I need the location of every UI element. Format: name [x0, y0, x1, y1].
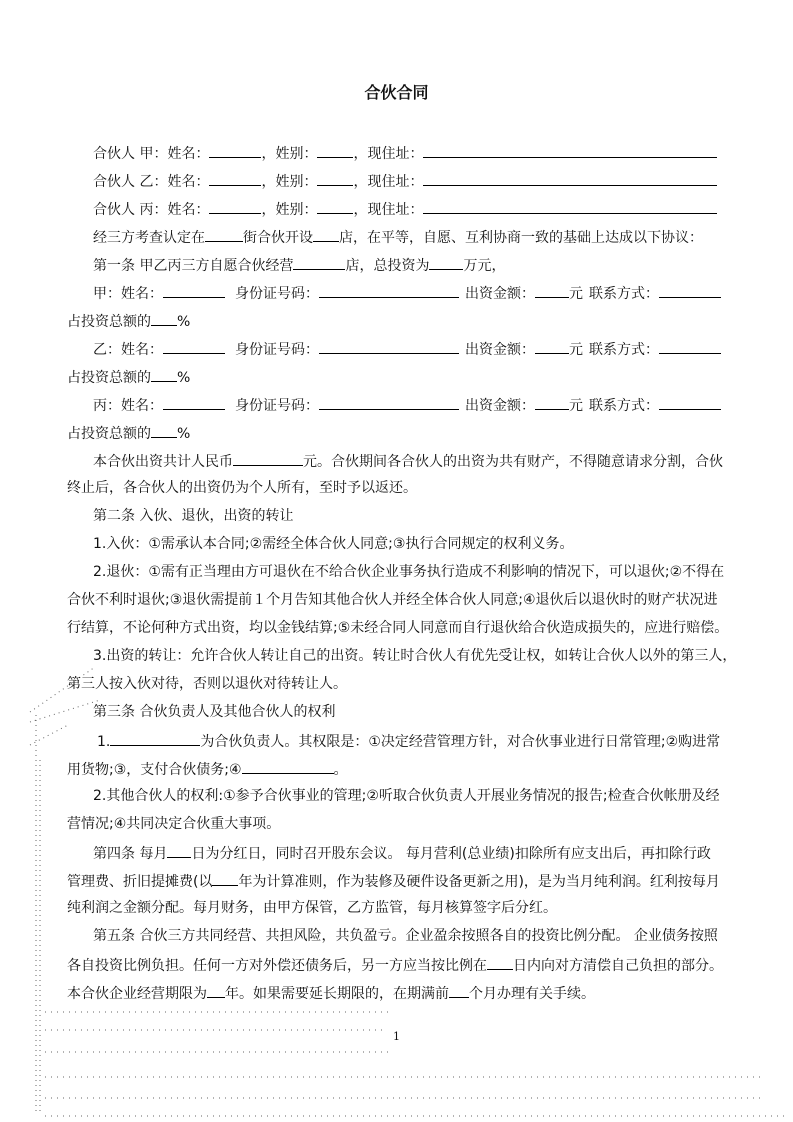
- text: 年为计算准则，作为装修及硬件设备更新之用)，是为当月纯利润。红利按每月: [238, 874, 720, 890]
- article-4: [93, 843, 711, 861]
- blank-line: [207, 983, 225, 998]
- blank-line: [449, 983, 469, 998]
- article-2-heading: 第二条 入伙、退伙，出资的转让: [93, 508, 294, 524]
- text: 。: [333, 762, 348, 778]
- partner-label: 合伙人 丙：姓名：: [93, 202, 210, 218]
- article-5-cont: [67, 983, 595, 1001]
- text: 各自投资比例负担。任何一方对外偿还债务后，另一方应当按比例在: [67, 958, 487, 974]
- text: 占投资总额的: [67, 314, 151, 330]
- page-number: 1: [393, 1030, 400, 1043]
- blank-line: [319, 395, 459, 410]
- blank-line: [423, 143, 717, 158]
- article-2-p1: 1.入伙：①需承认本合同;②需经全体合伙人同意;③执行合同规定的权利义务。: [93, 536, 574, 552]
- blank-line: [163, 283, 225, 298]
- article-3-p1-cont: [67, 759, 348, 777]
- text: 身份证号码：: [235, 398, 319, 414]
- blank-line: [423, 171, 717, 186]
- partner-row: [93, 143, 717, 161]
- text: 元: [569, 398, 583, 414]
- blank-line: [659, 339, 721, 354]
- article-4-cont: [67, 871, 720, 889]
- text: 乙：姓名：: [93, 342, 163, 358]
- blank-line: [535, 395, 569, 410]
- text: 丙：姓名：: [93, 398, 163, 414]
- blank-line: [163, 395, 225, 410]
- investor-row: [93, 395, 721, 413]
- blank-line: [313, 227, 339, 242]
- blank-line: [163, 339, 225, 354]
- capital-paragraph: [93, 451, 723, 469]
- article-2-p2-cont: 合伙不利时退伙;③退伙需提前１个月告知其他合伙人并经全体合伙人同意;④退伙后以退伙时的财产状况进: [67, 592, 718, 608]
- article-2-p3: 3.出资的转让：允许合伙人转让自己的出资。转让时合伙人有优先受让权，如转让合伙人以外的第三人，: [93, 648, 737, 664]
- article-2-p3-cont: 第三人按入伙对待，否则以退伙对待转让人。: [67, 676, 347, 692]
- text: 店，在平等，自愿、互利协商一致的基础上达成以下协议：: [339, 230, 703, 246]
- article-3-p1: [97, 731, 720, 749]
- text: 元: [569, 286, 583, 302]
- text: 占投资总额的: [67, 426, 151, 442]
- text: 第四条 每月: [93, 846, 168, 862]
- blank-line: [423, 199, 717, 214]
- investor-row: [93, 283, 721, 301]
- text: 街合伙开设: [243, 230, 313, 246]
- share-row: [67, 367, 190, 385]
- text: 个月办理有关手续。: [469, 986, 595, 1002]
- article-2-p2-cont: 行结算，不论何种方式出资，均以金钱结算;⑤未经合同人同意而自行退伙给合伙造成损失的，应进行赔偿。: [67, 620, 729, 636]
- blank-line: [209, 199, 261, 214]
- partner-label: 合伙人 乙：姓名：: [93, 174, 210, 190]
- blank-line: [293, 255, 345, 270]
- text: 联系方式：: [589, 286, 659, 302]
- text: %: [177, 314, 191, 330]
- blank-line: [110, 731, 200, 746]
- text: 占投资总额的: [67, 370, 151, 386]
- text: 第一条 甲乙丙三方自愿合伙经营: [93, 258, 294, 274]
- blank-line: [151, 367, 177, 382]
- blank-line: [659, 283, 721, 298]
- text: 年。如果需要延长期限的，在期满前: [225, 986, 449, 1002]
- article-5: 第五条 合伙三方共同经营、共担风险，共负盈亏。企业盈余按照各自的投资比例分配。 企业债务按照: [93, 928, 718, 944]
- gender-label: ，姓别：: [261, 174, 318, 190]
- article-2-p2: 2.退伙：①需有正当理由方可退伙在不给合伙企业事务执行造成不利影响的情况下，可以退伙;②不得在: [93, 564, 725, 580]
- gender-label: ，姓别：: [261, 202, 318, 218]
- text: 出资金额：: [465, 398, 535, 414]
- blank-line: [429, 255, 463, 270]
- text: %: [177, 426, 191, 442]
- article-3-p2-cont: 营情况;④共同决定合伙重大事项。: [67, 816, 281, 832]
- blank-line: [319, 283, 459, 298]
- article-1: [93, 255, 505, 273]
- share-row: [67, 423, 190, 441]
- text: 联系方式：: [589, 342, 659, 358]
- blank-line: [317, 143, 353, 158]
- text: 出资金额：: [465, 342, 535, 358]
- text: 联系方式：: [589, 398, 659, 414]
- address-label: ，现住址：: [353, 202, 424, 218]
- partner-row: [93, 171, 717, 189]
- text: 本合伙出资共计人民币: [93, 454, 233, 470]
- text: 日内向对方清偿自己负担的部分。: [513, 958, 723, 974]
- text: 管理费、折旧提摊费(以: [67, 874, 213, 890]
- address-label: ，现住址：: [353, 174, 424, 190]
- text: 万元，: [463, 258, 506, 274]
- blank-line: [233, 451, 303, 466]
- blank-line: [209, 143, 261, 158]
- text: 元: [569, 342, 583, 358]
- intro-paragraph: [93, 227, 703, 245]
- blank-line: [659, 395, 721, 410]
- article-3-p2: 2.其他合伙人的权利:①参予合伙事业的管理;②听取合伙负责人开展业务情况的报告;检查合伙帐册及经: [93, 788, 720, 804]
- blank-line: [319, 339, 459, 354]
- text: 本合伙企业经营期限为: [67, 986, 207, 1002]
- blank-line: [242, 759, 334, 774]
- document-title: 合伙合同: [364, 83, 429, 102]
- text: 身份证号码：: [235, 342, 319, 358]
- blank-line: [167, 843, 191, 858]
- text: 店，总投资为: [345, 258, 430, 274]
- share-row: [67, 311, 190, 329]
- blank-line: [205, 227, 243, 242]
- article-4-cont: 纯利润之金额分配。每月财务，由甲方保管，乙方监管，每月核算签字后分红。: [67, 900, 557, 916]
- blank-line: [487, 955, 513, 970]
- text: 元。合伙期间各合伙人的出资为共有财产，不得随意请求分割，合伙: [303, 454, 723, 470]
- article-3-heading: 第三条 合伙负责人及其他合伙人的权利: [93, 704, 336, 720]
- blank-line: [535, 339, 569, 354]
- capital-paragraph-cont: 终止后，各合伙人的出资仍为个人所有，至时予以返还。: [67, 480, 417, 496]
- blank-line: [317, 171, 353, 186]
- partner-label: 合伙人 甲：姓名：: [93, 146, 210, 162]
- text: %: [177, 370, 191, 386]
- text: 用货物;③，支付合伙债务;④: [67, 762, 242, 778]
- blank-line: [151, 423, 177, 438]
- article-5-cont: [67, 955, 723, 973]
- partner-row: [93, 199, 717, 217]
- blank-line: [535, 283, 569, 298]
- text: 1.: [97, 734, 111, 750]
- blank-line: [209, 171, 261, 186]
- text: 出资金额：: [465, 286, 535, 302]
- blank-line: [317, 199, 353, 214]
- gender-label: ，姓别：: [261, 146, 318, 162]
- text: 日为分红日，同时召开股东会议。 每月营利(总业绩)扣除所有应支出后，再扣除行政: [191, 846, 711, 862]
- blank-line: [212, 871, 238, 886]
- address-label: ，现住址：: [353, 146, 424, 162]
- investor-row: [93, 339, 721, 357]
- text: 身份证号码：: [235, 286, 319, 302]
- text: 甲：姓名：: [93, 286, 163, 302]
- blank-line: [151, 311, 177, 326]
- text: 为合伙负责人。其权限是：①决定经营管理方针，对合伙事业进行日常管理;②购进常: [200, 734, 721, 750]
- text: 经三方考查认定在: [93, 230, 205, 246]
